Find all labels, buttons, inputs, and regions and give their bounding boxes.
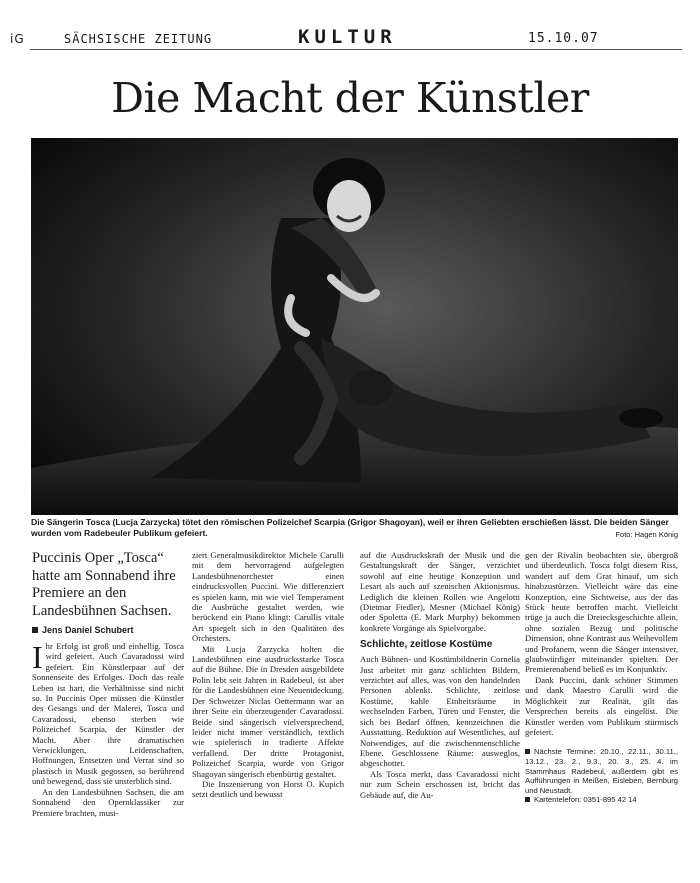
- author-byline: [32, 625, 134, 635]
- author-name: Jens Daniel Schubert: [42, 625, 134, 635]
- paragraph: Als Tosca merkt, dass Cavaradossi nicht nur zum Schein erschossen ist, bricht das Gebäude auf, die Au-: [360, 768, 520, 800]
- column-3: [360, 550, 520, 800]
- phone-text: Kartentelefon: 0351-895 42 14: [534, 795, 637, 805]
- photo-credit: Foto: Hagen König: [615, 530, 678, 539]
- column-4: [525, 550, 678, 805]
- schedule-text: Nächste Termine: 20.10., 22.11., 30.11., 13.12., 23. 2., 9.3., 20. 3., 25. 4. im Stammhaus Radebeul, außerdem gibt es Aufführungen in Meißen, Eisleben, Bernburg und Neustadt.: [525, 747, 678, 795]
- paragraph: hr Erfolg ist groß und einhellig. Tosca wird gefeiert. Auch Cavaradossi wird gefeiert. Ein Künstlerpaar auf der Sonnenseite des Erfolges. Doch das reale Leben ist hart, die Verhältnisse sind nicht so. In Puccinis Oper müssen die Künstler des Gesangs und der Malerei, Tosca und Cavaradossi, ebenso sterben wie Polizeichef Scarpia, der Künstler der Macht. Aber ihre dramatischen Verwicklungen, Leidenschaften, Hoffnungen, Entsetzen und Verrat sind so plastisch in Musik gegossen, so berührend und bewegend, dass sie unsterblich sind.: [32, 641, 184, 787]
- header-rule: [30, 49, 682, 50]
- paragraph: Dank Puccini, dank schöner Stimmen und dank Maestro Carulli wird die Möglichkeit zur Realität, gilt das Versprechen bereits als eingelöst. Die Künstler werden vom Publikum stürmisch gefeiert.: [525, 674, 678, 737]
- paragraph: ziert Generalmusikdirektor Michele Carulli mit dem hervorragend aufgelegten Landesbühnenorchester einen eindrucksvollen Puccini. Wie differenziert es spielen kann, mit wie viel Temperament die Ausbrüche gestaltet werden, wie berückend ein Piano klingt: Carullis vitale Art spiegelt sich in den Qualitäten des Orchesters.: [192, 550, 344, 644]
- info-box: [525, 747, 678, 805]
- bullet-square-icon: [525, 797, 530, 802]
- article-teaser: Puccinis Oper „Tosca“ hatte am Sonnabend ihre Premiere an den Landesbühnen Sachsen.: [32, 550, 176, 619]
- page-header: [0, 26, 700, 48]
- issue-date: 15.10.07: [528, 31, 599, 46]
- paragraph: auf die Ausdruckskraft der Musik und die Gestaltungskraft der Sänger, verzichtet sowohl auf eine heutige Konzeption und Lesart als auch auf szenischen Aktionismus. Lediglich die kleinen Rollen wie Angelotti (Dietmar Fiedler), Mesner (Michael König) oder Spoletta (E. Mark Murphy) bekommen konkrete Vorgänge als Spielvorgabe.: [360, 550, 520, 633]
- paragraph: Die Inszenierung von Horst O. Kupich setzt deutlich und bewusst: [192, 778, 344, 800]
- schedule-note: [525, 747, 678, 795]
- paragraph: Auch Bühnen- und Kostümbildnerin Cornelia Just arbeitet mit ganz schlichten Bildern, verzichtet auf alles, was von den handelnden Personen ablenkt. Schlichte, zeitlose Kostüme, kahle Einheitsräume in wechselnden Farben, Türen und Fenster, die sich bei Bedarf öffnen, kennzeichnen die Ausstattung. Reduktion auf Wesentliches, auf Notwendiges, auf die zwischenmenschliche Ebene. Geschlossene Räume: ausweglos, abgeschottet.: [360, 654, 520, 769]
- paragraph: An den Landesbühnen Sachsen, die am Sonnabend den Opernklassiker zur Premiere brachten, musi-: [32, 786, 184, 818]
- photo-caption: Die Sängerin Tosca (Lucja Zarzycka) tötet den römischen Polizeichef Scarpia (Grigor Shagoyan), weil er ihren Geliebten erschießen lässt. Die beiden Sänger wurden vom Radebeuler Publikum gefeiert.: [31, 517, 669, 538]
- article-photo: [31, 138, 678, 515]
- column-1: [32, 641, 184, 818]
- column-2: [192, 550, 344, 800]
- paragraph: gen der Rivalin beobachten sie, übergroß und überdeutlich. Tosca folgt diesem Riss, wandert auf dem Grat hinauf, um sich hinabzustürzen. Vielleicht wäre das eine Konzeption, eine Sichtweise, aus der das Stück heute betroffen macht. Vielleicht trüge ja auch die Dreiecksgeschichte allein, ohne sozialen Bezug und politische Dimension, ohne Kontrast aus Weihevollem und Profanem, wenn die Sänger intensiver, glaubwürdiger miteinander spielten. Der Premierenabend beließ es im Konjunktiv.: [525, 550, 678, 675]
- stage-scene-illustration: [31, 138, 678, 515]
- headline: Die Macht der Künstler: [111, 74, 589, 122]
- bullet-square-icon: [32, 627, 38, 633]
- page-number-fragment: iG: [10, 32, 25, 46]
- section-title: KULTUR: [298, 26, 397, 48]
- dropcap: I: [32, 639, 43, 675]
- newspaper-name: SÄCHSISCHE ZEITUNG: [64, 32, 213, 46]
- bullet-square-icon: [525, 749, 530, 754]
- paragraph: Mit Lucja Zarzycka holten die Landesbühnen eine ausdrucksstarke Tosca auf die Bühne. Die in Dresden ausgebildete Polin lebt seit Jahren in Radebeul, ist aber für die Landesbühnen eine Neuentdeckung. Der Schweizer Niclas Oettermann war an ihrer Seite ein überzeugender Cavaradossi. Beide sind sängerisch vielversprechend, leider nicht immer verständlich, textlich wie spielerisch in tradierte Affekte verfallend. Der dritte Protagonist, Polizeichef Scarpia, wurde von Grigor Shagoyan sängerisch ebenbürtig gestaltet.: [192, 643, 344, 779]
- phone-note: [525, 795, 678, 805]
- subheading: Schlichte, zeitlose Kostüme: [360, 639, 493, 651]
